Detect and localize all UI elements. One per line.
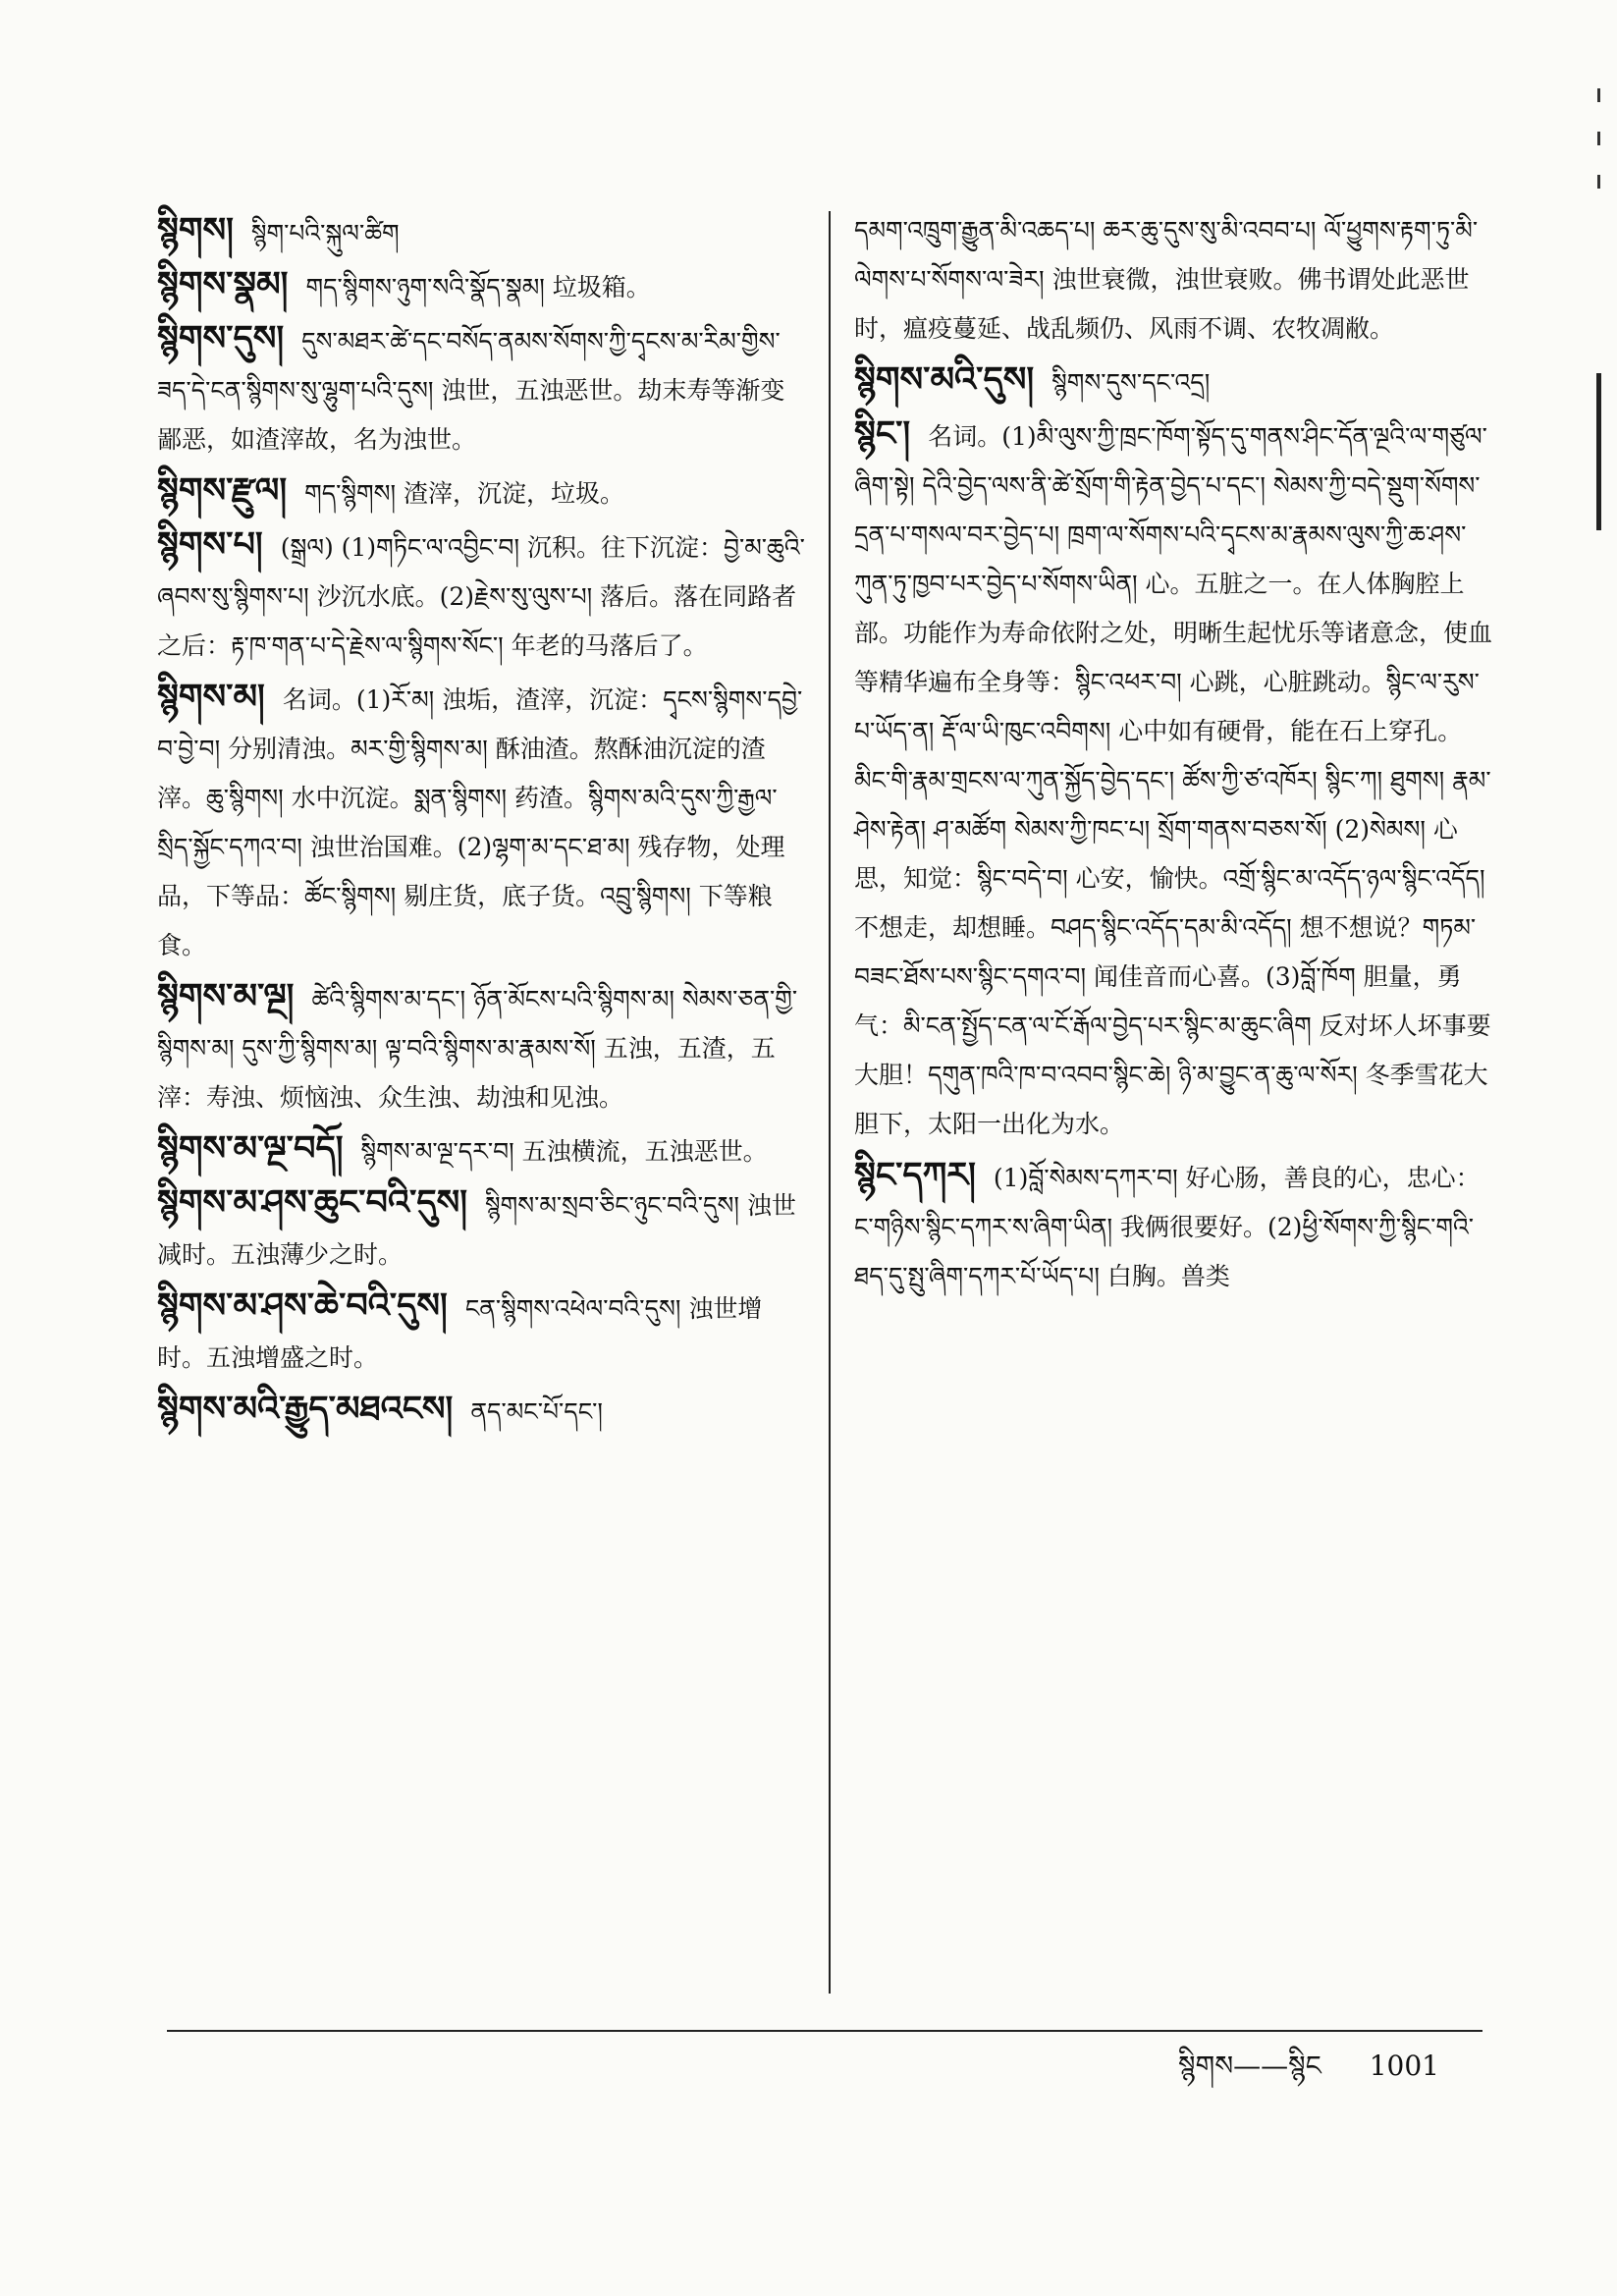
- entry-definition: ངན་སྙིགས་འཕེལ་བའི་དུས། 浊世增时。五浊增盛之时。: [157, 1294, 763, 1372]
- entry-definition: སྙིགས་དུས་དང་འདྲ།: [1051, 368, 1211, 397]
- left-column: [157, 206, 805, 1439]
- dictionary-entry: [157, 972, 805, 1122]
- entry-headword: སྙིགས།: [157, 210, 234, 250]
- entry-definition: (སྒྲལ) (1)གཏིང་ལ་འབྱིང་བ། 沉积。往下沉淀：བྱེ་མ་ཆུའི་ཞབས་སུ་སྙིགས་པ། 沙沉水底。(2)རྗེས་སུ་ལུས་པ། 落后。落在同路者之后：རྟ་ཁ་གན་པ་དེ་རྗེས་ལ་སྙིགས་སོང་། 年老的马落后了。: [157, 533, 805, 660]
- dictionary-entry: [854, 410, 1497, 1149]
- entry-headword: སྙིང་དཀར།: [854, 1155, 976, 1195]
- dictionary-entry: [157, 673, 805, 970]
- entry-definition: གད་སྙིགས་ཉུག་སའི་སྣོད་སྣམ། 垃圾箱。: [305, 273, 651, 301]
- entry-definition: སྙིག་པའི་སྐུལ་ཚིག: [250, 219, 400, 247]
- dictionary-entry: [157, 466, 805, 519]
- dictionary-entry: [157, 1282, 805, 1383]
- entry-definition: སྙིགས་མ་སྲབ་ཅིང་ཉུང་བའི་དུས། 浊世减时。五浊薄少之时。: [157, 1191, 796, 1269]
- entry-headword: སྙིགས་མའི་དུས།: [854, 359, 1035, 400]
- entry-definition: ནད་མང་པོ་དང་།: [470, 1397, 603, 1426]
- entry-headword: སྙིང་།: [854, 413, 911, 454]
- entry-definition: གད་སྙིགས། 渣滓，沉淀，垃圾。: [304, 479, 625, 508]
- entry-definition: 名词。(1)མི་ལུས་ཀྱི་ཁྲང་ཁོག་སྟོད་དུ་གནས་ཤིང་དོན་ལྔའི་ལ་གཙུལ་ཞིག་སྟེ། དེའི་བྱེད་ལས་ནི་ཚེ་སྲོག་གི་རྟེན་བྱེད་པ་དང་། སེམས་ཀྱི་བདེ་སྡུག་སོགས་དྲན་པ་གསལ་བར་བྱེད་པ། ཁྲག་ལ་སོགས་པའི་དྭངས་མ་རྣམས་ལུས་ཀྱི་ཆ་ཤས་ཀུན་ཏུ་ཁྱབ་པར་བྱེད་པ་སོགས་ཡིན། 心。五脏之一。在人体胸腔上部。功能作为寿命依附之处，明晰生起忧乐等诸意念，使血等精华遍布全身等：སྙིང་འཕར་བ། 心跳，心脏跳动。སྙིང་ལ་རུས་པ་ཡོད་ན། རྡོ་ལ་ཡི་ཁུང་འབིགས། 心中如有硬骨，能在石上穿孔。མིང་གི་རྣམ་གྲངས་ལ་ཀུན་སྐྱོད་བྱེད་དང་། ཚོས་ཀྱི་ཙ་འཁོར། སྙིང་ཀ། ཐུགས། རྣམ་ཤེས་རྟེན། ཤ་མཚོག སེམས་ཀྱི་ཁང་པ། སྲོག་གནས་བཅས་སོ། (2)སེམས། 心思，知觉：སྙིང་བདེ་བ། 心安，愉快。འགྲོ་སྙིང་མ་འདོད་ཉལ་སྙིང་འདོད། 不想走，却想睡。བཤད་སྙིང་འདོད་དམ་མི་འདོད། 想不想说？གཏམ་བཟང་ཐོས་པས་སྙིང་དགའ་བ། 闻佳音而心喜。(3)བློ་ཁོག 胆量，勇气：མི་ངན་སྤྱོད་ངན་ལ་ངོ་རྒོལ་བྱེད་པར་སྙིང་མ་ཆུང་ཞིག 反对坏人坏事要大胆！དགུན་ཁའི་ཁ་བ་འབབ་སྙིང་ཆེ། ཉི་མ་བྱུང་ན་ཆུ་ལ་སོར། 冬季雪花大胆下，太阳一出化为水。: [854, 422, 1493, 1138]
- entry-definition: སྙིགས་མ་ལྔ་དར་བ། 五浊横流，五浊恶世。: [360, 1137, 768, 1166]
- entry-definition: ཚེའི་སྙིགས་མ་དང་། ཉོན་མོངས་པའི་སྙིགས་མ། སེམས་ཅན་གྱི་སྙིགས་མ། དུས་ཀྱི་སྙིགས་མ། ལྟ་བའི་སྙིགས་མ་རྣམས་སོ། 五浊，五渣，五滓：寿浊、烦恼浊、众生浊、劫浊和见浊。: [157, 985, 798, 1112]
- dictionary-entry: [854, 206, 1497, 354]
- entry-definition: (1)བློ་སེམས་དཀར་བ། 好心肠，善良的心，忠心：ང་གཉིས་སྙིང་དཀར་ས་ཞིག་ཡིན། 我俩很要好。(2)ཕྱི་སོགས་ཀྱི་སྙིང་གའི་ཐད་དུ་སྤུ་ཞིག་དཀར་པོ་ཡོད་པ། 白胸。兽类: [854, 1164, 1481, 1290]
- entry-headword: སྙིགས་མའི་རྒྱུད་མཐའངས།: [157, 1389, 454, 1429]
- entry-headword: སྙིགས་པ།: [157, 524, 263, 565]
- column-divider: [829, 211, 831, 1994]
- entry-definition: 名词。(1)རོ་མ། 浊垢，渣滓，沉淀：དྭངས་སྙིགས་དབྱེ་བ་བྱེ་བ། 分别清浊。མར་གྱི་སྙིགས་མ། 酥油渣。熬酥油沉淀的渣滓。ཆུ་སྙིགས། 水中沉淀。སྨན་སྙིགས། 药渣。སྙིགས་མའི་དུས་ཀྱི་རྒྱལ་སྲིད་སྐྱོང་དཀའ་བ། 浊世治国难。(2)ལྷག་མ་དང་ཐ་མ། 残存物，处理品，下等品：ཚོང་སྙིགས། 剔庄货，底子货。འབྲུ་སྙིགས། 下等粮食。: [157, 685, 803, 959]
- right-column: [854, 206, 1497, 1303]
- entry-headword: སྙིགས་མ་ཤས་ཆུང་བའི་དུས།: [157, 1182, 468, 1223]
- edge-bracket: [1596, 373, 1617, 530]
- entry-headword: སྙིགས་མ།: [157, 677, 265, 717]
- entry-headword: སྙིགས་སྣམ།: [157, 264, 289, 304]
- dictionary-entry: [157, 1178, 805, 1280]
- dictionary-entry: [157, 314, 805, 465]
- page-number: 1001: [1369, 2050, 1439, 2082]
- entry-headword: སྙིགས་མ་ཤས་ཆེ་བའི་དུས།: [157, 1285, 448, 1326]
- entry-definition: དམག་འཁྲུག་རྒྱུན་མི་འཆད་པ། ཆར་ཆུ་དུས་སུ་མི་འབབ་པ། ལོ་ཕྱུགས་རྟག་ཏུ་མི་ལེགས་པ་སོགས་ལ་ཟེར། 浊世衰微，浊世衰败。佛书谓处此恶世时，瘟疫蔓延、战乱频仍、风雨不调、农牧凋敝。: [854, 216, 1479, 343]
- dictionary-entry: [854, 1151, 1497, 1301]
- dictionary-entry: [157, 1385, 805, 1437]
- dictionary-entry: [157, 206, 805, 258]
- dictionary-entry: [157, 260, 805, 312]
- entry-headword: སྙིགས་རྫུལ།: [157, 470, 288, 511]
- headword-range: སྙིགས——སྙིང: [1178, 2050, 1321, 2082]
- edge-marks: [1597, 88, 1611, 218]
- entry-headword: སྙིགས་དུས།: [157, 318, 285, 358]
- entry-definition: དུས་མཐར་ཚེ་དང་བསོད་ནམས་སོགས་ཀྱི་དྭངས་མ་རིམ་གྱིས་ཟད་དེ་ངན་སྙིགས་སུ་ལྷུག་པའི་དུས། 浊世，五浊恶世。劫末寿等渐变鄙恶，如渣滓故，名为浊世。: [157, 327, 785, 454]
- entry-headword: སྙིགས་མ་ལྔ་བདོ།: [157, 1128, 344, 1169]
- dictionary-entry: [157, 1124, 805, 1176]
- dictionary-entry: [854, 355, 1497, 408]
- entry-headword: སྙིགས་མ་ལྔ།: [157, 976, 295, 1016]
- dictionary-entry: [157, 520, 805, 671]
- footer-rule: [167, 2030, 1482, 2032]
- page-footer: [1178, 2035, 1439, 2112]
